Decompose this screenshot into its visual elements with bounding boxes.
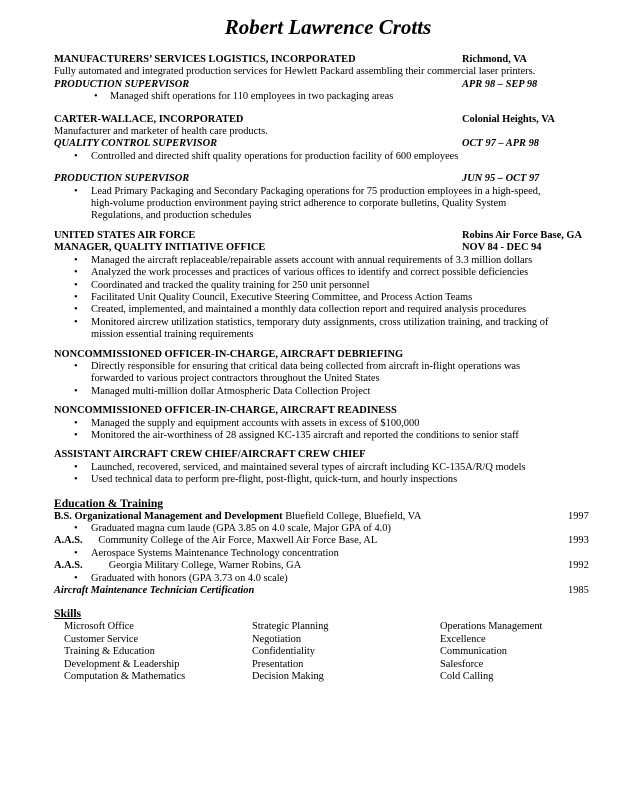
position-dates: NOV 84 - DEC 94 xyxy=(462,242,542,254)
company-description: Fully automated and integrated production services for Hewlett Packard assembling their commercial laser printers. xyxy=(54,66,536,78)
bullet-item: • Graduated with honors (GPA 3.73 on 4.0 scale) xyxy=(54,573,602,585)
bullet-item: • Launched, recovered, serviced, and maintained several types of aircraft including KC-135A/R/Q models xyxy=(54,462,602,474)
resume-name: Robert Lawrence Crotts xyxy=(224,15,432,39)
bullet-list xyxy=(54,462,602,487)
position-title: NONCOMMISSIONED OFFICER-IN-CHARGE, AIRCRAFT DEBRIEFING xyxy=(54,348,404,360)
skill-item: Communication xyxy=(440,646,507,658)
skill-item: Strategic Planning xyxy=(252,621,329,633)
job-header xyxy=(54,114,602,126)
position-title: PRODUCTION SUPERVISOR xyxy=(54,78,190,90)
position-dates: OCT 97 – APR 98 xyxy=(462,138,539,150)
skills-heading: Skills xyxy=(54,607,82,621)
skill-item: Decision Making xyxy=(252,671,324,683)
position-header xyxy=(54,242,602,254)
bullet-line: high-volume production environment paying strict adherence to corporate bulletins, Quality System xyxy=(91,198,507,210)
bullet-list xyxy=(54,255,602,342)
job-header xyxy=(54,230,602,242)
skill-item: Presentation xyxy=(252,658,304,670)
position-title: MANAGER, QUALITY INITIATIVE OFFICE xyxy=(54,242,266,254)
bullet-line: forwarded to various project contractors throughout the United States xyxy=(91,373,380,385)
bullet-item xyxy=(54,361,602,386)
bullet-list xyxy=(54,91,602,103)
bullet-list xyxy=(54,573,602,585)
skill-item: Negotiation xyxy=(252,633,302,645)
bullet-item: • Managed multi-million dollar Atmospheric Data Collection Project xyxy=(54,386,602,398)
skill-item: Training & Education xyxy=(64,646,155,658)
bullet-item: • Monitored the air-worthiness of 28 assigned KC-135 aircraft and reported the conditions to senior staff xyxy=(54,430,602,442)
position-title: ASSISTANT AIRCRAFT CREW CHIEF/AIRCRAFT CREW CHIEF xyxy=(54,449,366,461)
position-title: PRODUCTION SUPERVISOR xyxy=(54,173,190,185)
company-name: CARTER-WALLACE, INCORPORATED xyxy=(54,113,244,125)
company-location: Colonial Heights, VA xyxy=(462,113,555,125)
bullet-item: • Created, implemented, and maintained a monthly data collection report and required analysis procedures xyxy=(54,304,602,316)
bullet-item: • Aerospace Systems Maintenance Technology concentration xyxy=(54,548,602,560)
certification-name: Aircraft Maintenance Technician Certification xyxy=(54,585,255,597)
degree-year: 1993 xyxy=(568,535,589,547)
certification-row xyxy=(54,585,602,597)
skill-item: Excellence xyxy=(440,633,486,645)
bullet-line: • Lead Primary Packaging and Secondary Packaging operations for 75 production employees in a high-speed, xyxy=(91,185,541,197)
bullet-list xyxy=(54,151,602,163)
position-title: QUALITY CONTROL SUPERVISOR xyxy=(54,138,218,150)
bullet-list xyxy=(54,186,602,223)
bullet-item xyxy=(54,317,602,342)
bullet-line: Regulations, and production schedules xyxy=(91,210,252,222)
position-header xyxy=(54,79,602,91)
degree-row xyxy=(54,535,602,547)
company-location: Richmond, VA xyxy=(462,54,527,65)
skill-item: Microsoft Office xyxy=(64,621,134,633)
company-name: UNITED STATES AIR FORCE xyxy=(54,229,196,241)
bullet-item: • Controlled and directed shift quality operations for production facility of 600 employees xyxy=(54,151,602,163)
skills-column xyxy=(252,621,440,683)
bullet-list xyxy=(54,418,602,443)
bullet-list xyxy=(54,361,602,398)
bullet-item: • Graduated magna cum laude (GPA 3.85 on 4.0 scale, Major GPA of 4.0) xyxy=(54,523,602,535)
bullet-item: • Used technical data to perform pre-flight, post-flight, quick-turn, and hourly inspections xyxy=(54,474,602,486)
bullet-line: • Monitored aircrew utilization statistics, temporary duty assignments, cross utilization training, and tracking of xyxy=(91,316,549,328)
bullet-list xyxy=(54,523,602,535)
position-dates: JUN 95 – OCT 97 xyxy=(462,173,540,185)
degree-name: A.A.S. xyxy=(54,560,83,572)
position-header xyxy=(54,138,602,150)
position-header xyxy=(54,173,602,185)
company-name: MANUFACTURERS’ SERVICES LOGISTICS, INCORPORATED xyxy=(54,54,356,65)
company-description: Manufacturer and marketer of health care products. xyxy=(54,126,268,138)
degree-school: Georgia Military College, Warner Robins, GA xyxy=(108,560,302,572)
skill-item: Customer Service xyxy=(64,633,139,645)
job-header xyxy=(54,54,602,66)
degree-school: Bluefield College, Bluefield, VA xyxy=(285,510,422,522)
bullet-item: • Managed shift operations for 110 employees in two packaging areas xyxy=(54,91,602,103)
education-heading: Education & Training xyxy=(54,496,164,510)
degree-year: 1997 xyxy=(568,510,589,522)
skill-item: Operations Management xyxy=(440,621,543,633)
skill-item: Cold Calling xyxy=(440,671,494,683)
skill-item: Salesforce xyxy=(440,658,484,670)
degree-year: 1992 xyxy=(568,560,589,572)
position-title: NONCOMMISSIONED OFFICER-IN-CHARGE, AIRCRAFT READINESS xyxy=(54,405,397,417)
degree-school: Community College of the Air Force, Maxwell Air Force Base, AL xyxy=(98,535,378,547)
skills-column xyxy=(64,621,252,683)
bullet-item: • Coordinated and tracked the quality training for 250 unit personnel xyxy=(54,280,602,292)
skill-item: Confidentiality xyxy=(252,646,315,658)
degree-row xyxy=(54,511,602,523)
degree-name: A.A.S. xyxy=(54,535,83,547)
skills-column xyxy=(440,621,600,683)
bullet-item xyxy=(54,186,602,223)
bullet-line: • Directly responsible for ensuring that critical data being collected from aircraft in-flight operations was xyxy=(91,360,521,372)
position-dates: APR 98 – SEP 98 xyxy=(462,78,538,90)
bullet-item: • Facilitated Unit Quality Council, Executive Steering Committee, and Process Action Teams xyxy=(54,292,602,304)
degree-name: B.S. Organizational Management and Development xyxy=(54,510,283,522)
company-location: Robins Air Force Base, GA xyxy=(462,229,582,241)
skill-item: Development & Leadership xyxy=(64,658,180,670)
bullet-list xyxy=(54,548,602,560)
certification-year: 1985 xyxy=(568,585,589,597)
bullet-line: mission essential training requirements xyxy=(91,329,254,341)
bullet-item: • Managed the supply and equipment accounts with assets in excess of $100,000 xyxy=(54,418,602,430)
skills-grid xyxy=(54,621,602,683)
bullet-item: • Analyzed the work processes and practices of various offices to identify and correct possible deficiencies xyxy=(54,267,602,279)
degree-row xyxy=(54,560,602,572)
skill-item: Computation & Mathematics xyxy=(64,671,186,683)
bullet-item: • Managed the aircraft replaceable/repairable assets account with annual requirements of 3.3 million dollars xyxy=(54,255,602,267)
